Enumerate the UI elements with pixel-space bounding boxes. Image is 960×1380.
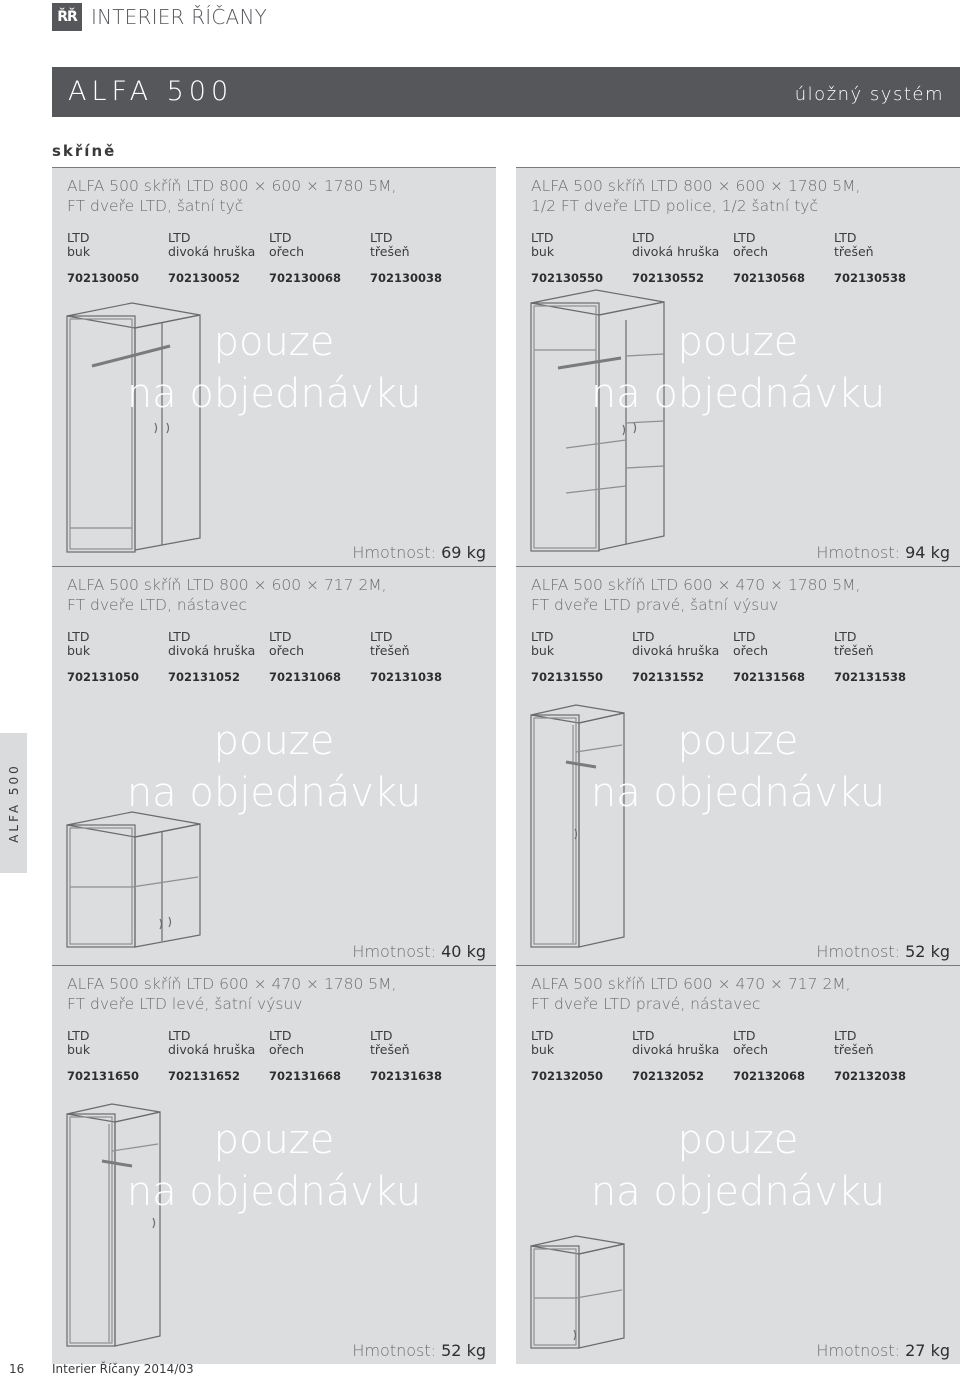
weight: Hmotnost: 40 kg	[352, 942, 486, 961]
product-title: ALFA 500 skříň LTD 600 × 470 × 717 2M, FT dveře LTD pravé, nástavec	[531, 975, 851, 1013]
side-tab	[0, 733, 27, 873]
variant: LTD buk 702131050	[67, 630, 167, 684]
product-code: 702132068	[733, 1069, 806, 1083]
product-code: 702131552	[632, 670, 705, 684]
product-code: 702131638	[370, 1069, 443, 1083]
product-code: 702130538	[834, 271, 907, 285]
variant: LTD divoká hruška 702132052	[632, 1029, 732, 1083]
system-label: úložný systém	[794, 84, 944, 105]
product-code: 702131550	[531, 670, 604, 684]
product-code: 702130068	[269, 271, 342, 285]
product-code: 702131038	[370, 670, 443, 684]
section-heading: skříně	[52, 142, 117, 160]
product-code: 702130568	[733, 271, 806, 285]
variant: LTD buk 702131650	[67, 1029, 167, 1083]
variant: LTD divoká hruška 702130052	[168, 231, 268, 285]
product-card	[516, 167, 960, 566]
product-title: ALFA 500 skříň LTD 800 × 600 × 1780 5M, 1/2 FT dveře LTD police, 1/2 šatní tyč	[531, 177, 861, 215]
variant: LTD třešeň 702131538	[834, 630, 934, 684]
product-code: 702131068	[269, 670, 342, 684]
product-code: 702130050	[67, 271, 140, 285]
order-note: pouze na objednávku	[590, 319, 886, 417]
product-card	[52, 965, 496, 1364]
product-code: 702132038	[834, 1069, 907, 1083]
order-note: pouze na objednávku	[590, 1117, 886, 1215]
product-title: ALFA 500 skříň LTD 800 × 600 × 717 2M, FT dveře LTD, nástavec	[67, 576, 387, 614]
weight: Hmotnost: 69 kg	[352, 543, 486, 562]
variant: LTD divoká hruška 702131552	[632, 630, 732, 684]
product-title: ALFA 500 skříň LTD 600 × 470 × 1780 5M, FT dveře LTD levé, šatní výsuv	[67, 975, 397, 1013]
order-note: pouze na objednávku	[590, 718, 886, 816]
variant: LTD třešeň 702130538	[834, 231, 934, 285]
variant: LTD buk 702132050	[531, 1029, 631, 1083]
variant: LTD divoká hruška 702130552	[632, 231, 732, 285]
product-code: 702131052	[168, 670, 241, 684]
weight: Hmotnost: 52 kg	[352, 1341, 486, 1360]
brand-mark: ŘŘ	[52, 3, 82, 31]
page-number: 16	[9, 1362, 25, 1376]
product-code: 702131650	[67, 1069, 140, 1083]
product-code: 702131568	[733, 670, 806, 684]
variant: LTD divoká hruška 702131652	[168, 1029, 268, 1083]
weight: Hmotnost: 94 kg	[816, 543, 950, 562]
weight: Hmotnost: 52 kg	[816, 942, 950, 961]
variant: LTD ořech 702131668	[269, 1029, 369, 1083]
product-title: ALFA 500 skříň LTD 800 × 600 × 1780 5M, FT dveře LTD, šatní tyč	[67, 177, 397, 215]
product-card	[52, 566, 496, 965]
variant: LTD ořech 702130068	[269, 231, 369, 285]
product-code: 702132050	[531, 1069, 604, 1083]
product-code: 702131050	[67, 670, 140, 684]
product-code: 702130052	[168, 271, 241, 285]
order-note: pouze na objednávku	[126, 1117, 422, 1215]
variant: LTD ořech 702132068	[733, 1029, 833, 1083]
brand-logo	[52, 3, 267, 31]
product-code: 702131538	[834, 670, 907, 684]
order-note: pouze na objednávku	[126, 718, 422, 816]
product-code: 702130038	[370, 271, 443, 285]
brand-name: INTERIER ŘÍČANY	[91, 5, 268, 29]
product-card	[516, 566, 960, 965]
variant: LTD třešeň 702131038	[370, 630, 470, 684]
product-code: 702130552	[632, 271, 705, 285]
product-code: 702132052	[632, 1069, 705, 1083]
variant: LTD buk 702130550	[531, 231, 631, 285]
product-code: 702130550	[531, 271, 604, 285]
footer-text: Interier Říčany 2014/03	[52, 1362, 194, 1376]
variant: LTD ořech 702131068	[269, 630, 369, 684]
variant: LTD třešeň 702131638	[370, 1029, 470, 1083]
product-title: ALFA 500 skříň LTD 600 × 470 × 1780 5M, FT dveře LTD pravé, šatní výsuv	[531, 576, 861, 614]
variant: LTD třešeň 702130038	[370, 231, 470, 285]
variant: LTD třešeň 702132038	[834, 1029, 934, 1083]
header-band	[52, 67, 960, 117]
product-code: 702131652	[168, 1069, 241, 1083]
variant: LTD buk 702131550	[531, 630, 631, 684]
order-note: pouze na objednávku	[126, 319, 422, 417]
weight: Hmotnost: 27 kg	[816, 1341, 950, 1360]
variant: LTD ořech 702131568	[733, 630, 833, 684]
side-tab-label: ALFA 500	[6, 763, 21, 843]
product-line-title: ALFA 500	[68, 76, 234, 107]
variant: LTD ořech 702130568	[733, 231, 833, 285]
product-code: 702131668	[269, 1069, 342, 1083]
variant: LTD divoká hruška 702131052	[168, 630, 268, 684]
variant: LTD buk 702130050	[67, 231, 167, 285]
product-card	[52, 167, 496, 566]
product-card	[516, 965, 960, 1364]
